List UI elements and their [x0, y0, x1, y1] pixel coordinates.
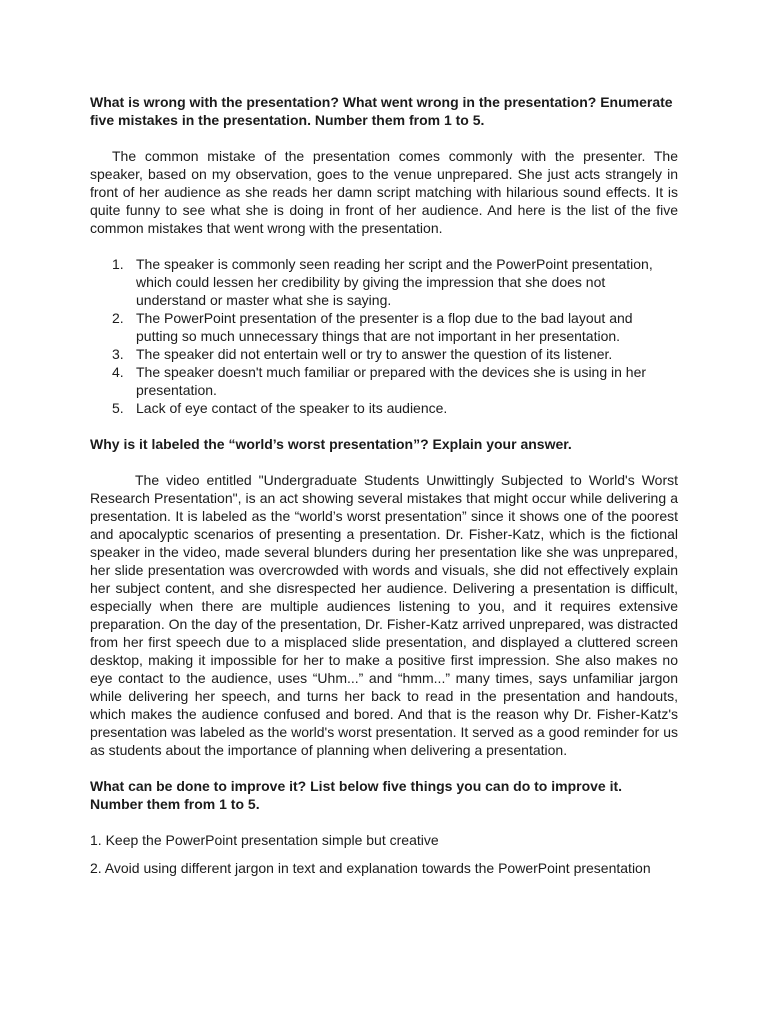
question-1-heading: What is wrong with the presentation? What went wrong in the presentation? Enumerate five mistakes in the presentation. Number them from 1 to 5. — [90, 94, 673, 128]
question-2-heading: Why is it labeled the “world’s worst presentation”? Explain your answer. — [90, 436, 572, 452]
list-item-number: 4. — [112, 364, 124, 380]
list-item — [90, 309, 678, 345]
list-item-text: The speaker doesn't much familiar or prepared with the devices she is using in her presentation. — [136, 364, 647, 398]
list-item-number: 2. — [112, 310, 124, 326]
question-2-answer-paragraph: The video entitled "Undergraduate Students Unwittingly Subjected to World's Worst Research Presentation", is an act showing several mistakes that might occur while delivering a presentation. It is labeled as the “world’s worst presentation” since it shows one of the poorest and apocalyptic scenarios of presenting a presentation. Dr. Fisher-Katz, which is the fictional speaker in the video, made several blunders during her presentation like she was unprepared, her slide presentation was overcrowded with words and visuals, she did not effectively explain her subject content, and she disrespected her audience. Delivering a presentation is difficult, especially when there are multiple audiences listening to you, and it requires extensive preparation. On the day of the presentation, Dr. Fisher-Katz arrived unprepared, was distracted from her first speech due to a misplaced slide presentation, and displayed a cluttered screen desktop, making it impossible for her to make a positive first impression. She also makes no eye contact to the audience, uses “Uhm...” and “hmm...” many times, says unfamiliar jargon while delivering her speech, and turns her back to read in the presentation and handouts, which makes the audience confused and bored. And that is the reason why Dr. Fisher-Katz's presentation was labeled as the world's worst presentation. It served as a good reminder for us as students about the importance of planning when delivering a presentation. — [90, 472, 678, 758]
list-item-text: The PowerPoint presentation of the presenter is a flop due to the bad layout and putting so much unnecessary things that are not important in her presentation. — [136, 310, 633, 344]
list-item-text: The speaker did not entertain well or try to answer the question of its listener. — [136, 346, 613, 362]
question-3-heading: What can be done to improve it? List below five things you can do to improve it. Number them from 1 to 5. — [90, 778, 623, 812]
list-item-number: 1. — [112, 256, 124, 272]
list-item — [90, 345, 678, 363]
list-item — [90, 255, 678, 309]
list-item — [90, 399, 678, 417]
mistakes-list — [90, 255, 678, 417]
document-page — [90, 93, 678, 877]
list-item-text: Lack of eye contact of the speaker to its audience. — [136, 400, 448, 416]
list-item-text: The speaker is commonly seen reading her script and the PowerPoint presentation, which could lessen her credibility by giving the impression that she does not understand or master what she is saying. — [136, 256, 653, 308]
improvement-item-2: 2. Avoid using different jargon in text and explanation towards the PowerPoint presentation — [90, 860, 651, 876]
improvement-item-1: 1. Keep the PowerPoint presentation simple but creative — [90, 832, 439, 848]
list-item-number: 5. — [112, 400, 124, 416]
question-1-intro-paragraph: The common mistake of the presentation comes commonly with the presenter. The speaker, based on my observation, goes to the venue unprepared. She just acts strangely in front of her audience as she reads her damn script matching with hilarious sound effects. It is quite funny to see what she is doing in front of her audience. And here is the list of the five common mistakes that went wrong with the presentation. — [90, 148, 678, 236]
list-item-number: 3. — [112, 346, 124, 362]
list-item — [90, 363, 678, 399]
